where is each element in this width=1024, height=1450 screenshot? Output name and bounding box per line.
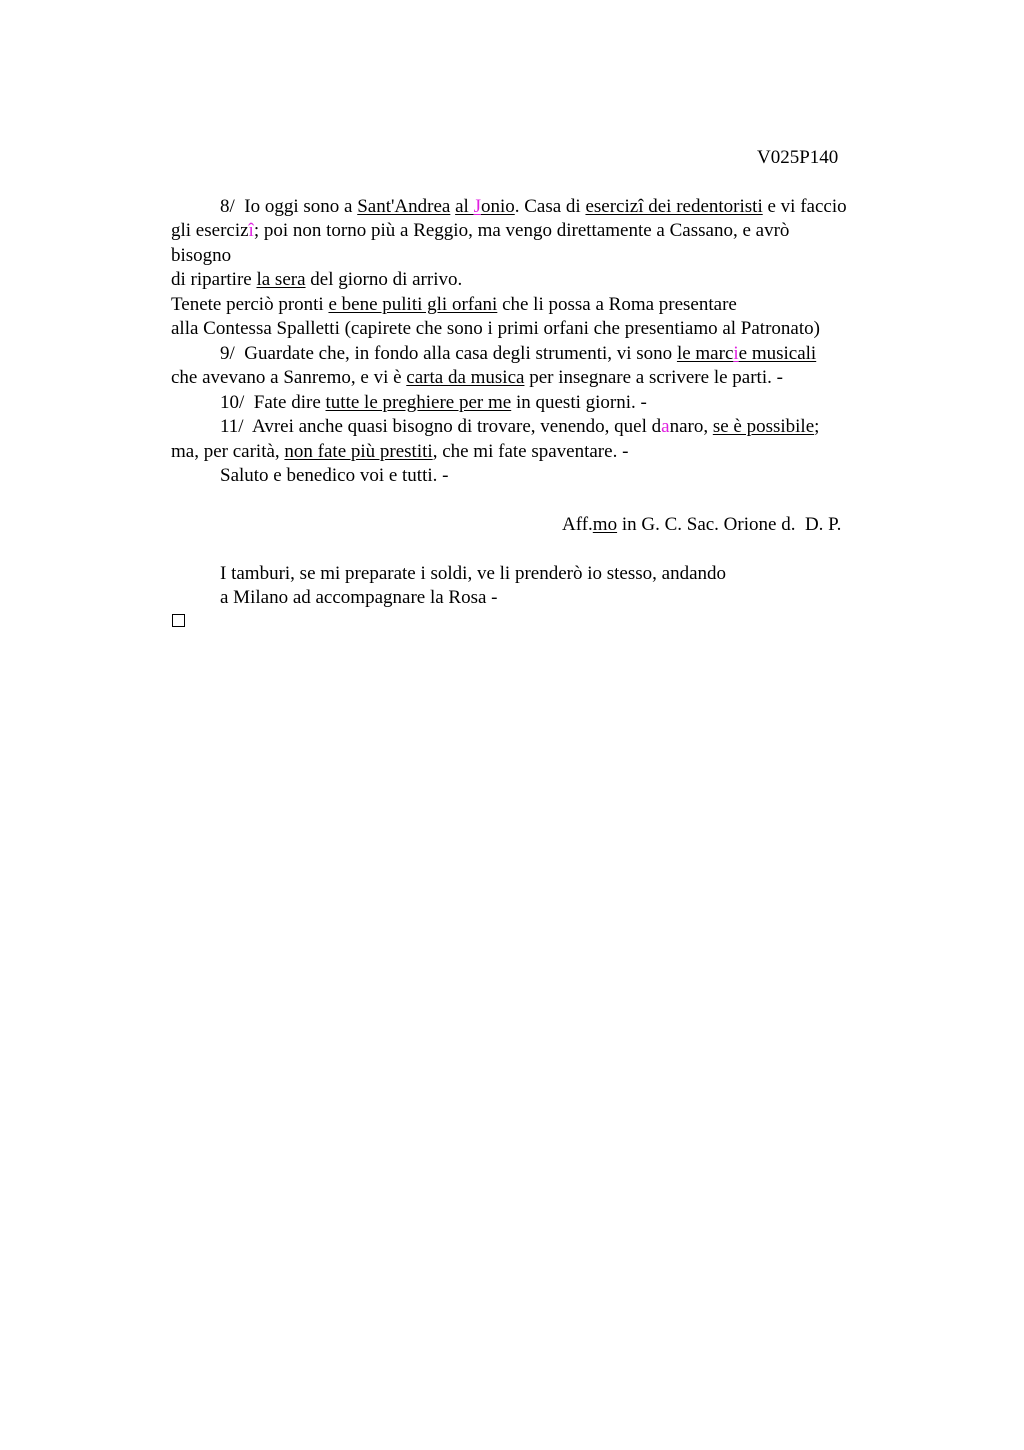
text-segment: 8/ Io oggi sono a <box>220 196 358 217</box>
underlined-text: le marc <box>676 343 734 364</box>
underlined-text: se è possibile <box>712 416 815 437</box>
text-segment: a <box>661 416 670 437</box>
text-segment: per insegnare a scrivere le parti. - <box>524 367 783 388</box>
underlined-text: Sant'Andrea <box>357 196 451 217</box>
text-segment: del giorno di arrivo. <box>305 269 463 290</box>
underlined-text: non fate più prestiti <box>284 441 433 462</box>
underlined-text: al <box>455 196 474 217</box>
text-segment: bisogno <box>171 245 232 266</box>
underlined-text: onio <box>480 196 515 217</box>
text-segment: 11/ Avrei anche quasi bisogno di trovare, venendo, quel d <box>220 416 662 437</box>
text-segment: 9/ Guardate che, in fondo alla casa degli strumenti, vi sono <box>220 343 677 364</box>
letter-line <box>171 440 628 464</box>
text-segment: î <box>248 220 254 241</box>
letter-line <box>220 342 816 366</box>
text-segment: alla Contessa Spalletti (capirete che sono i primi orfani che presentiamo al Patronato) <box>171 318 820 339</box>
underlined-text: e bene puliti gli orfani <box>328 294 498 315</box>
letter-line <box>171 317 820 341</box>
letter-line <box>220 391 647 415</box>
letter-line <box>220 415 819 439</box>
letter-line <box>171 366 783 390</box>
text-segment: ; poi non torno più a Reggio, ma vengo direttamente a Cassano, e avrò <box>253 220 790 241</box>
text-segment: naro, <box>669 416 713 437</box>
text-segment: Saluto e benedico voi e tutti. - <box>220 465 449 486</box>
underlined-text: esercizî dei redentoristi <box>585 196 763 217</box>
underlined-text: e musicali <box>738 343 817 364</box>
text-segment: in G. C. Sac. Orione d. D. P. <box>617 514 842 535</box>
document-reference: V025P140 <box>757 147 839 168</box>
underlined-text: la sera <box>256 269 306 290</box>
letter-line <box>220 195 847 219</box>
underlined-text: mo <box>592 514 618 535</box>
text-segment: che avevano a Sanremo, e vi è <box>171 367 407 388</box>
text-segment: che li possa a Roma presentare <box>497 294 737 315</box>
text-segment: Tenete perciò pronti <box>171 294 329 315</box>
signature-line <box>562 513 841 537</box>
text-segment: . Casa di <box>514 196 586 217</box>
checkbox-square-icon <box>172 614 185 627</box>
letter-line <box>171 244 231 268</box>
postscript-line: a Milano ad accompagnare la Rosa - <box>220 587 498 608</box>
text-segment: ma, per carità, <box>171 441 285 462</box>
underlined-text: i <box>733 343 739 364</box>
text-segment: , che mi fate spaventare. - <box>432 441 629 462</box>
underlined-text: J <box>473 196 481 217</box>
text-segment: 10/ Fate dire <box>220 392 326 413</box>
postscript-line: I tamburi, se mi preparate i soldi, ve li prenderò io stesso, andando <box>220 563 727 584</box>
letter-line <box>171 219 789 243</box>
underlined-text: carta da musica <box>406 367 525 388</box>
text-segment: e vi faccio <box>762 196 847 217</box>
text-segment: in questi giorni. - <box>511 392 647 413</box>
letter-line <box>171 268 462 292</box>
underlined-text: tutte le preghiere per me <box>325 392 512 413</box>
text-segment: gli eserciz <box>171 220 249 241</box>
letter-line <box>220 464 448 488</box>
text-segment: Aff. <box>562 514 593 535</box>
text-segment: di ripartire <box>171 269 257 290</box>
letter-line <box>171 293 737 317</box>
text-segment: ; <box>814 416 820 437</box>
